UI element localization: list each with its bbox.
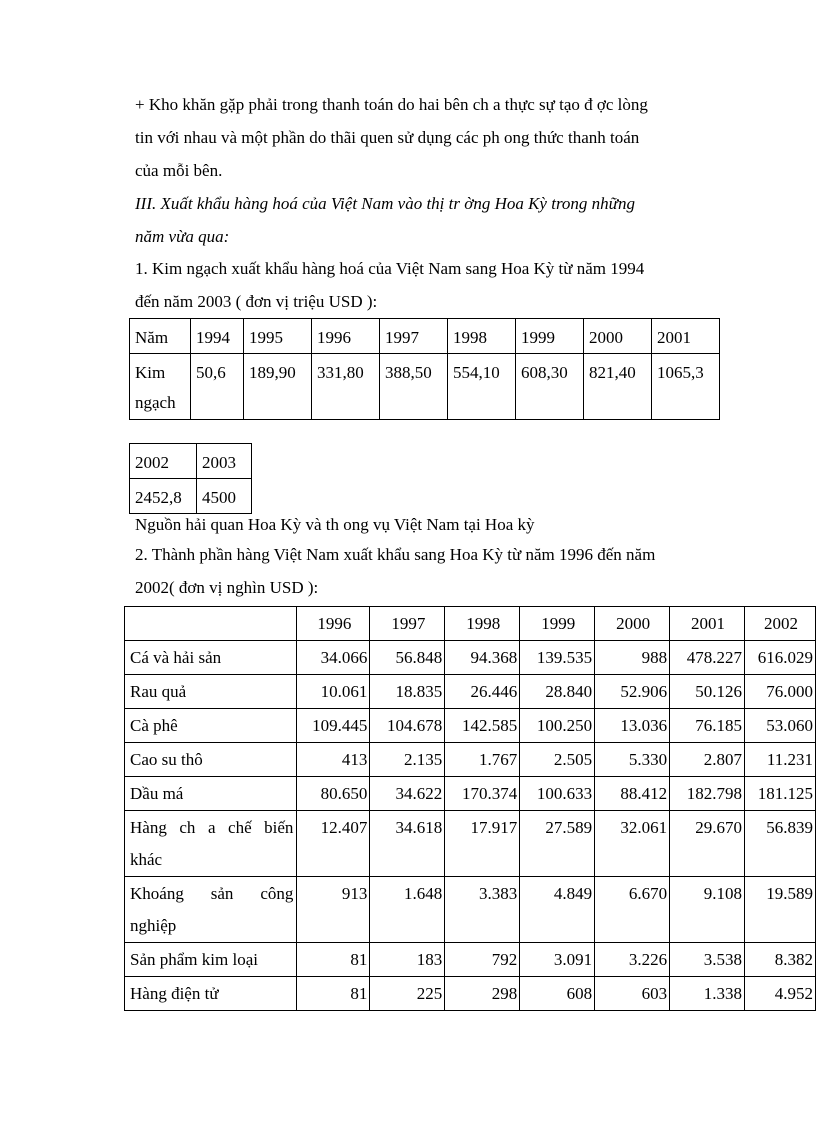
value-cell: 8.382: [745, 943, 816, 977]
value-cell: 10.061: [297, 675, 370, 709]
intro-line-2: tin với nhau và một phần do thãi quen sử dụng các ph ong thức thanh toán: [135, 128, 640, 147]
table-row: [130, 319, 720, 354]
section-3-line-2: năm vừa qua:: [135, 227, 230, 246]
value-cell: 608,30: [516, 354, 584, 420]
table-row: [125, 811, 816, 877]
category-cell: Dầu má: [125, 777, 297, 811]
table-row: [130, 354, 720, 420]
value-cell: 2452,8: [130, 479, 197, 514]
year-header-cell: 2002: [745, 607, 816, 641]
year-header-cell: 2001: [670, 607, 745, 641]
category-cell: Hàng ch a chế biến khác: [125, 811, 297, 877]
value-cell: 100.250: [520, 709, 595, 743]
export-value-table-1994-2001: [129, 318, 720, 420]
value-cell: 189,90: [244, 354, 312, 420]
value-cell: 388,50: [380, 354, 448, 420]
table-row: [130, 444, 252, 479]
value-cell: 5.330: [595, 743, 670, 777]
table-row: [125, 877, 816, 943]
item-1-line-2: đến năm 2003 ( đơn vị triệu USD ):: [135, 292, 378, 311]
value-cell: 100.633: [520, 777, 595, 811]
intro-line-1: + Kho khăn gặp phải trong thanh toán do hai bên ch a thực sự tạo đ ợc lòng: [135, 95, 648, 114]
value-cell: 603: [595, 977, 670, 1011]
value-cell: 56.839: [745, 811, 816, 877]
table-row: [125, 675, 816, 709]
year-header-cell: 1996: [297, 607, 370, 641]
value-cell: 4.952: [745, 977, 816, 1011]
row-label-cell: Kim ngạch: [130, 354, 191, 420]
value-cell: 3.383: [445, 877, 520, 943]
year-header-cell: 1998: [445, 607, 520, 641]
value-cell: 88.412: [595, 777, 670, 811]
section-3-line-1: III. Xuất khẩu hàng hoá của Việt Nam vào thị tr ờng Hoa Kỳ trong những: [135, 194, 635, 213]
value-cell: 53.060: [745, 709, 816, 743]
value-cell: 50.126: [670, 675, 745, 709]
value-cell: 225: [370, 977, 445, 1011]
value-cell: 2.807: [670, 743, 745, 777]
year-cell: 1997: [380, 319, 448, 354]
value-cell: 792: [445, 943, 520, 977]
value-cell: 142.585: [445, 709, 520, 743]
year-cell: 1998: [448, 319, 516, 354]
table-row: [125, 709, 816, 743]
year-cell: 2000: [584, 319, 652, 354]
value-cell: 1.338: [670, 977, 745, 1011]
item-2-line-1: 2. Thành phần hàng Việt Nam xuất khẩu sang Hoa Kỳ từ năm 1996 đến năm: [135, 545, 656, 564]
value-cell: 331,80: [312, 354, 380, 420]
item-1-heading: [135, 252, 739, 318]
value-cell: 3.226: [595, 943, 670, 977]
value-cell: 81: [297, 977, 370, 1011]
table-row: [125, 777, 816, 811]
value-cell: 1.767: [445, 743, 520, 777]
intro-line-3: của mỗi bên.: [135, 161, 223, 180]
value-cell: 17.917: [445, 811, 520, 877]
value-cell: 2.505: [520, 743, 595, 777]
value-cell: 2.135: [370, 743, 445, 777]
value-cell: 608: [520, 977, 595, 1011]
item-2-heading: [135, 538, 739, 604]
year-cell: 1996: [312, 319, 380, 354]
section-3-heading: [135, 187, 739, 253]
value-cell: 413: [297, 743, 370, 777]
value-cell: 104.678: [370, 709, 445, 743]
value-cell: 821,40: [584, 354, 652, 420]
header-label-cell: Năm: [130, 319, 191, 354]
value-cell: 3.091: [520, 943, 595, 977]
value-cell: 13.036: [595, 709, 670, 743]
value-cell: 1.648: [370, 877, 445, 943]
value-cell: 34.618: [370, 811, 445, 877]
value-cell: 26.446: [445, 675, 520, 709]
value-cell: 18.835: [370, 675, 445, 709]
table-row: [125, 607, 816, 641]
value-cell: 988: [595, 641, 670, 675]
table-row: [125, 943, 816, 977]
value-cell: 76.185: [670, 709, 745, 743]
value-cell: 554,10: [448, 354, 516, 420]
value-cell: 139.535: [520, 641, 595, 675]
year-cell: 2001: [652, 319, 720, 354]
year-cell: 1995: [244, 319, 312, 354]
value-cell: 76.000: [745, 675, 816, 709]
value-cell: 109.445: [297, 709, 370, 743]
item-1-line-1: 1. Kim ngạch xuất khẩu hàng hoá của Việt Nam sang Hoa Kỳ từ năm 1994: [135, 259, 645, 278]
value-cell: 6.670: [595, 877, 670, 943]
year-cell: 2002: [130, 444, 197, 479]
export-value-table-2002-2003: [129, 443, 252, 514]
year-cell: 1999: [516, 319, 584, 354]
export-composition-table: [124, 606, 816, 1011]
value-cell: 3.538: [670, 943, 745, 977]
corner-cell: [125, 607, 297, 641]
value-cell: 9.108: [670, 877, 745, 943]
value-cell: 32.061: [595, 811, 670, 877]
table-row: [125, 977, 816, 1011]
value-cell: 27.589: [520, 811, 595, 877]
category-cell: Rau quả: [125, 675, 297, 709]
value-cell: 52.906: [595, 675, 670, 709]
category-cell: Cá và hải sản: [125, 641, 297, 675]
item-2-line-2: 2002( đơn vị nghìn USD ):: [135, 578, 319, 597]
source-note: Nguồn hải quan Hoa Kỳ và th ong vụ Việt Nam tại Hoa kỳ: [135, 515, 535, 534]
value-cell: 183: [370, 943, 445, 977]
value-cell: 94.368: [445, 641, 520, 675]
table-row: [125, 641, 816, 675]
value-cell: 19.589: [745, 877, 816, 943]
value-cell: 616.029: [745, 641, 816, 675]
table-row: [125, 743, 816, 777]
category-cell: Khoáng sản công nghiệp: [125, 877, 297, 943]
category-cell: Cà phê: [125, 709, 297, 743]
value-cell: 28.840: [520, 675, 595, 709]
value-cell: 182.798: [670, 777, 745, 811]
value-cell: 56.848: [370, 641, 445, 675]
value-cell: 4.849: [520, 877, 595, 943]
value-cell: 34.066: [297, 641, 370, 675]
value-cell: 34.622: [370, 777, 445, 811]
value-cell: 913: [297, 877, 370, 943]
category-cell: Cao su thô: [125, 743, 297, 777]
value-cell: 50,6: [191, 354, 244, 420]
intro-paragraph: [135, 88, 739, 187]
year-header-cell: 2000: [595, 607, 670, 641]
value-cell: 4500: [197, 479, 252, 514]
year-header-cell: 1997: [370, 607, 445, 641]
value-cell: 170.374: [445, 777, 520, 811]
value-cell: 81: [297, 943, 370, 977]
value-cell: 12.407: [297, 811, 370, 877]
value-cell: 298: [445, 977, 520, 1011]
year-header-cell: 1999: [520, 607, 595, 641]
value-cell: 478.227: [670, 641, 745, 675]
category-cell: Hàng điện tử: [125, 977, 297, 1011]
value-cell: 181.125: [745, 777, 816, 811]
value-cell: 80.650: [297, 777, 370, 811]
value-cell: 1065,3: [652, 354, 720, 420]
value-cell: 11.231: [745, 743, 816, 777]
category-cell: Sản phẩm kim loại: [125, 943, 297, 977]
year-cell: 2003: [197, 444, 252, 479]
year-cell: 1994: [191, 319, 244, 354]
value-cell: 29.670: [670, 811, 745, 877]
